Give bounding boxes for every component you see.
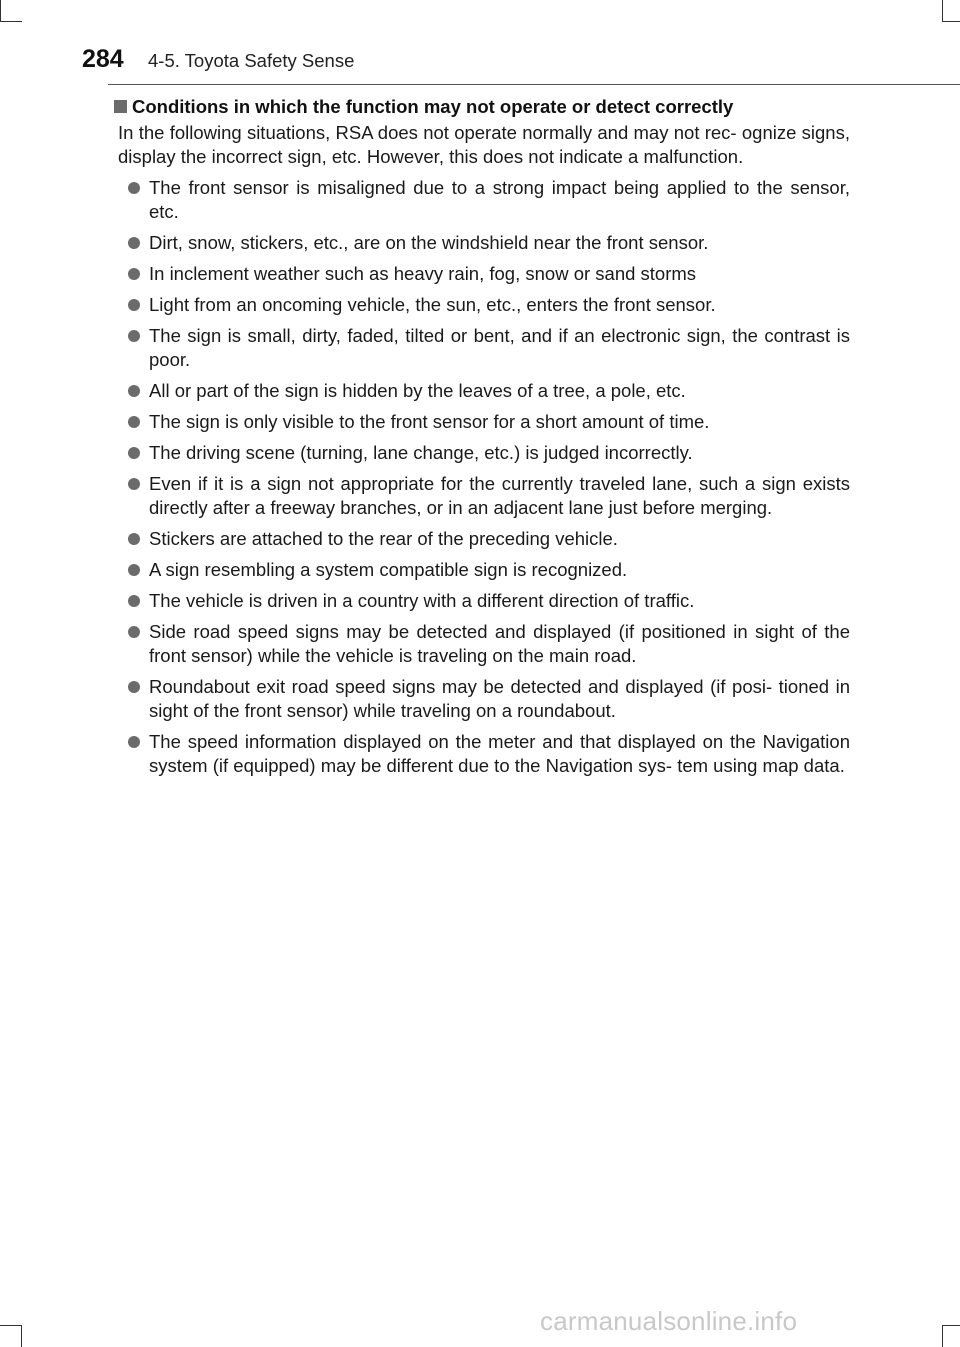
list-item-text: A sign resembling a system compatible sign is recognized. (149, 559, 628, 580)
list-item (114, 558, 850, 582)
page-content (114, 95, 850, 785)
bullet-dot-icon (128, 268, 140, 280)
list-item-text: Even if it is a sign not appropriate for the currently traveled lane, such a sign exists directly after a freeway branches, or in an adjacent lane just before merging. (149, 473, 850, 518)
condition-list (114, 176, 850, 778)
list-item-text: Light from an oncoming vehicle, the sun, etc., enters the front sensor. (149, 294, 716, 315)
list-item (114, 176, 850, 224)
list-item (114, 410, 850, 434)
section-title: 4-5. Toyota Safety Sense (148, 50, 355, 71)
page-number: 284 (82, 45, 124, 73)
crop-mark (942, 1325, 943, 1347)
list-item-text: The vehicle is driven in a country with a different direction of traffic. (149, 590, 695, 611)
list-item-text: Roundabout exit road speed signs may be detected and displayed (if posi- tioned in sight of the front sensor) while traveling on a roundabout. (149, 676, 850, 721)
bullet-dot-icon (128, 385, 140, 397)
list-item (114, 730, 850, 778)
list-item-text: The speed information displayed on the meter and that displayed on the Navigation system (if equipped) may be different due to the Navigation sys- tem using map data. (149, 731, 850, 776)
list-item (114, 527, 850, 551)
list-item-text: The sign is small, dirty, faded, tilted or bent, and if an electronic sign, the contrast is poor. (149, 325, 850, 370)
list-item (114, 589, 850, 613)
page-header (0, 0, 960, 90)
bullet-dot-icon (128, 564, 140, 576)
header-divider (108, 84, 960, 85)
list-item-text: The front sensor is misaligned due to a strong impact being applied to the sensor, etc. (149, 177, 850, 222)
crop-mark (942, 1325, 960, 1326)
list-item (114, 472, 850, 520)
bullet-dot-icon (128, 447, 140, 459)
bullet-dot-icon (128, 681, 140, 693)
list-item (114, 262, 850, 286)
square-bullet-icon (114, 100, 127, 113)
list-item-text: The driving scene (turning, lane change, etc.) is judged incorrectly. (149, 442, 693, 463)
bullet-dot-icon (128, 533, 140, 545)
bullet-dot-icon (128, 478, 140, 490)
list-item-text: The sign is only visible to the front sensor for a short amount of time. (149, 411, 710, 432)
list-item (114, 441, 850, 465)
bullet-dot-icon (128, 330, 140, 342)
list-item (114, 620, 850, 668)
bullet-dot-icon (128, 595, 140, 607)
bullet-dot-icon (128, 299, 140, 311)
list-item (114, 324, 850, 372)
bullet-dot-icon (128, 237, 140, 249)
list-item (114, 231, 850, 255)
crop-mark (21, 1325, 22, 1347)
list-item (114, 293, 850, 317)
bullet-dot-icon (128, 626, 140, 638)
list-item (114, 675, 850, 723)
section-heading (114, 95, 850, 119)
list-item (114, 379, 850, 403)
list-item-text: Side road speed signs may be detected and displayed (if positioned in sight of the front sensor) while the vehicle is traveling on the main road. (149, 621, 850, 666)
list-item-text: In inclement weather such as heavy rain, fog, snow or sand storms (149, 263, 697, 284)
crop-mark (0, 1325, 22, 1326)
bullet-dot-icon (128, 736, 140, 748)
list-item-text: Dirt, snow, stickers, etc., are on the windshield near the front sensor. (149, 232, 709, 253)
section-heading-text: Conditions in which the function may not operate or detect correctly (132, 96, 734, 117)
bullet-dot-icon (128, 182, 140, 194)
bullet-dot-icon (128, 416, 140, 428)
list-item-text: All or part of the sign is hidden by the leaves of a tree, a pole, etc. (149, 380, 686, 401)
watermark: carmanualsonline.info (540, 1306, 798, 1336)
list-item-text: Stickers are attached to the rear of the preceding vehicle. (149, 528, 618, 549)
intro-paragraph: In the following situations, RSA does not operate normally and may not rec- ognize signs, display the incorrect sign, etc. However, this does not indicate a malfunction. (118, 122, 850, 167)
